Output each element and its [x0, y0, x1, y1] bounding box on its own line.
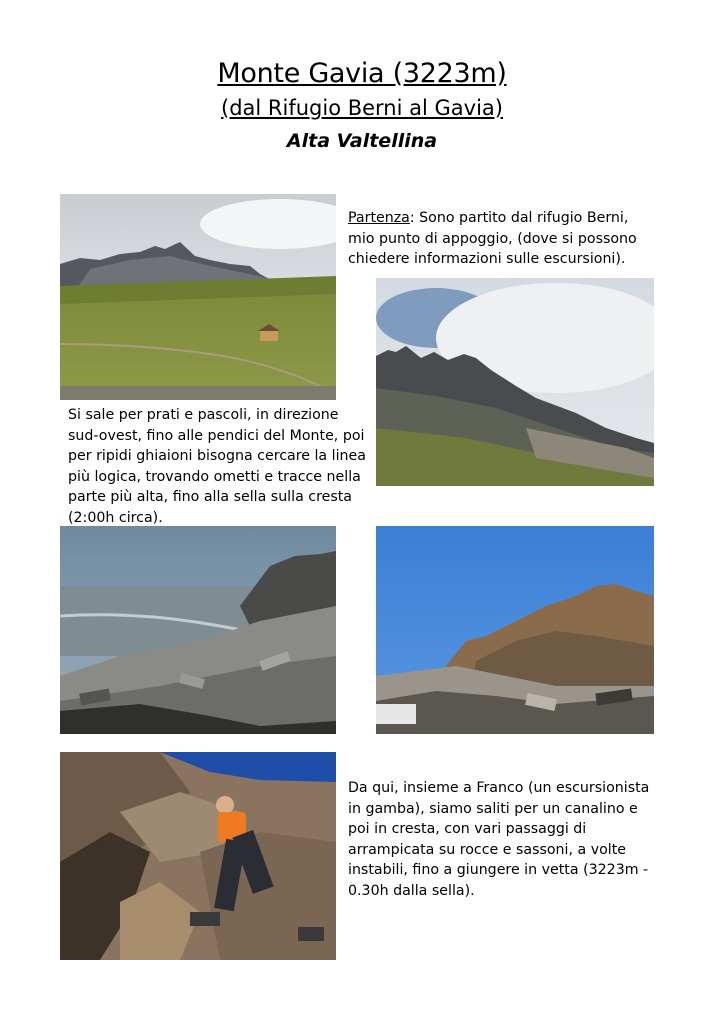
photo-rifugio-berni-meadow — [60, 194, 336, 400]
page-title: Monte Gavia (3223m) — [217, 58, 507, 89]
summit-paragraph: Da qui, insieme a Franco (un escursionista in gamba), siamo saliti per un canalino e poi in cresta, con vari passaggi di arrampicata su rocce e sassoni, a volte instabili, fino a giungere in vetta (3223m - 0.30h dalla sella). — [348, 780, 650, 899]
photo-scree-slope-valley — [60, 526, 336, 734]
partenza-text: : Sono partito dal rifugio Berni, mio punto di appoggio, (dove si possono chiedere informazioni sulle escursioni). — [348, 210, 637, 267]
photo-climber-on-rocks — [60, 752, 336, 960]
partenza-paragraph — [348, 208, 648, 270]
photo-rocky-peak-blue-sky — [376, 526, 654, 734]
page-subtitle: (dal Rifugio Berni al Gavia) — [221, 96, 503, 120]
region-label: Alta Valtellina — [286, 130, 438, 152]
partenza-label: Partenza — [348, 210, 410, 226]
photo-cloudy-ridge — [376, 278, 654, 486]
ascent-paragraph: Si sale per prati e pascoli, in direzione sud-ovest, fino alle pendici del Monte, poi per ripidi ghiaioni bisogna cercare la linea più logica, trovando ometti e tracce nella parte più alta, fino alla sella sulla cresta (2:00h circa). — [68, 407, 366, 526]
